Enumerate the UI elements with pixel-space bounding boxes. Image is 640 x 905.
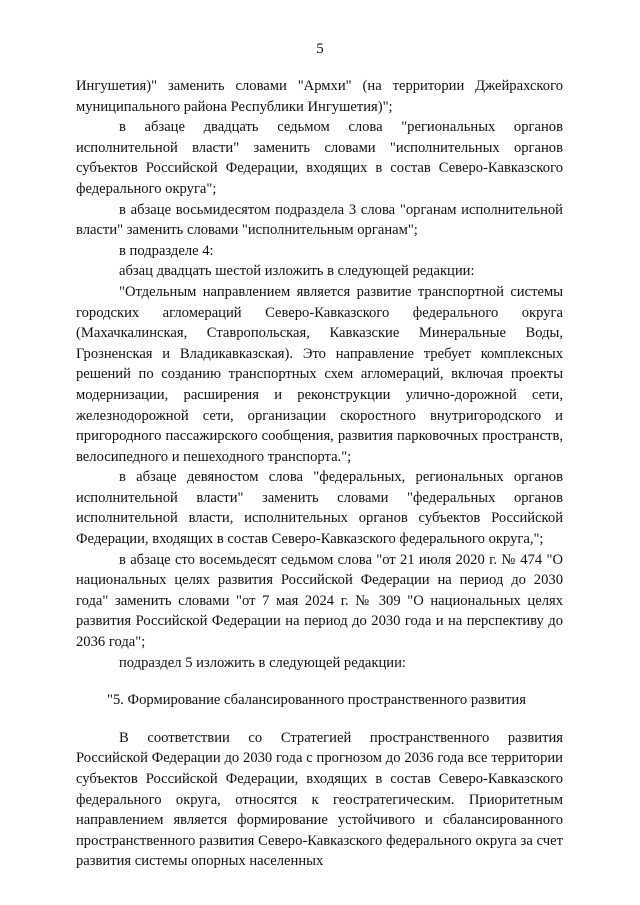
paragraph-amendment-187: в абзаце сто восемьдесят седьмом слова "от 21 июля 2020 г. № 474 "О национальных целях развития Российской Федерации на период до 2030 года" заменить словами "от 7 мая 2024 г. № 309 "О национальных целях развития Российской Федерации на период до 2030 года и на перспективу до 2036 года"; — [76, 551, 563, 651]
section-heading: "5. Формирование сбалансированного пространственного развития — [107, 692, 526, 709]
paragraph-continuation: Ингушетия)" заменить словами "Армхи" (на территории Джейрахского муниципального района Республики Ингушетия)"; — [76, 78, 563, 115]
paragraph-amendment-27: в абзаце двадцать седьмом слова "региональных органов исполнительной власти" заменить словами "исполнительных органов субъектов Российской Федерации, входящих в состав Северо-Кавказского федерального округа"; — [76, 119, 563, 197]
paragraph-amendment-90: в абзаце девяностом слова "федеральных, региональных органов исполнительной власти" заменить словами "федеральных органов исполнительной власти, исполнительных органов субъектов Российской Федерации, входящих в состав Северо-Кавказского федерального округа,"; — [76, 469, 563, 548]
document-body — [76, 76, 563, 872]
paragraph-subsection-4: в подразделе 4: — [119, 242, 214, 259]
paragraph-subsection-5: подраздел 5 изложить в следующей редакции: — [119, 654, 406, 671]
paragraph-section-5-body: В соответствии со Стратегией пространственного развития Российской Федерации до 2030 года с прогнозом до 2036 года все территории субъектов Российской Федерации, входящих в состав Северо-Кавказского федерального округа, относятся к геостратегическим. Приоритетным направлением является формирование устойчивого и сбалансированного пространственного развития Северо-Кавказского федерального округа за счет развития системы опорных населенных — [76, 729, 563, 870]
paragraph-quoted-text: "Отдельным направлением является развитие транспортной системы городских агломераций Северо-Кавказского федерального округа (Махачкалинская, Ставропольская, Кавказские Минеральные Воды, Грозненская и Владикавказская). Это направление требует комплексных решений по созданию транспортных схем агломераций, включая проекты модернизации, расширения и реконструкции улично-дорожной сети, железнодорожной сети, организации скоростного внутригородского и пригородного пассажирского сообщения, развития парковочных пространств, велосипедного и пешеходного транспорта."; — [76, 283, 563, 465]
paragraph-edit-instruction: абзац двадцать шестой изложить в следующей редакции: — [119, 263, 475, 280]
page-number: 5 — [316, 41, 324, 57]
paragraph-amendment-80: в абзаце восьмидесятом подраздела 3 слова "органам исполнительной власти" заменить словами "исполнительным органам"; — [76, 201, 563, 239]
